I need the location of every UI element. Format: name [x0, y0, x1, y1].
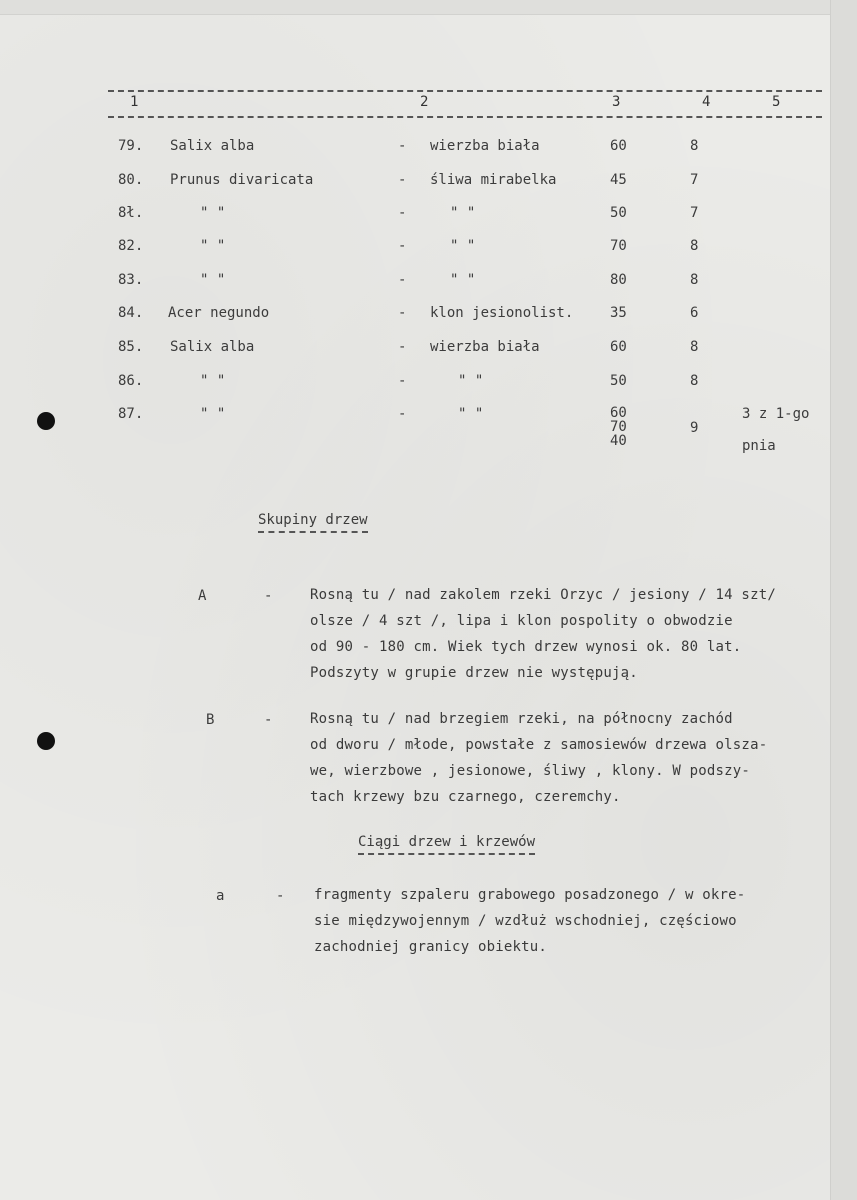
- column-4-value: 8: [690, 373, 699, 389]
- table-header-rule: [108, 116, 822, 118]
- column-header-4: 4: [702, 94, 711, 110]
- row-dash: -: [398, 138, 407, 154]
- column-4-value: 8: [690, 238, 699, 254]
- row-number: 85.: [118, 339, 144, 355]
- group-description: Rosną tu / nad brzegiem rzeki, na północny zachód od dworu / młode, powstałe z samosiewów drzewa olsza- we, wierzbowe , jesionowe, śliwy , klony. W podszy- tach krzewy bzu czarnego, czeremchy.: [310, 711, 768, 805]
- column-3-value: 80: [610, 272, 627, 288]
- group-label: A: [198, 588, 207, 604]
- row-number: 83.: [118, 272, 144, 288]
- latin-name: Salix alba: [170, 138, 255, 154]
- column-4-value: 8: [690, 138, 699, 154]
- column-header-3: 3: [612, 94, 621, 110]
- group-dash: -: [264, 712, 273, 728]
- latin-name: " ": [200, 238, 226, 254]
- column-3-value: 35: [610, 305, 627, 321]
- column-header-2: 2: [420, 94, 429, 110]
- polish-name: " ": [450, 238, 476, 254]
- latin-name: " ": [200, 205, 226, 221]
- page-right-edge: [830, 0, 857, 1200]
- rows-title: Ciągi drzew i krzewów: [358, 834, 535, 855]
- column-3-value: 70: [610, 238, 627, 254]
- polish-name: wierzba biała: [430, 339, 540, 355]
- latin-name: " ": [200, 406, 226, 422]
- column-header-1: 1: [130, 94, 139, 110]
- row-dash: -: [398, 238, 407, 254]
- punch-hole-upper: [37, 412, 55, 430]
- page-top-edge: [0, 0, 857, 15]
- column-3-value: 60 70 40: [610, 405, 627, 449]
- polish-name: " ": [458, 406, 484, 422]
- column-3-value: 60: [610, 339, 627, 355]
- column-4-value: 8: [690, 339, 699, 355]
- polish-name: " ": [450, 272, 476, 288]
- latin-name: " ": [200, 272, 226, 288]
- row-dash: -: [398, 205, 407, 221]
- groups-heading: [258, 512, 368, 528]
- row-dash: -: [398, 339, 407, 355]
- latin-name: Acer negundo: [168, 305, 270, 321]
- column-header-5: 5: [772, 94, 781, 110]
- row-section-label: a: [216, 888, 225, 904]
- column-4-value: 7: [690, 205, 699, 221]
- row-dash: -: [398, 373, 407, 389]
- latin-name: " ": [200, 373, 226, 389]
- column-3-value: 50: [610, 205, 627, 221]
- punch-hole-lower: [37, 732, 55, 750]
- row-number: 87.: [118, 406, 144, 422]
- table-top-rule: [108, 90, 822, 92]
- polish-name: wierzba biała: [430, 138, 540, 154]
- column-4-value: 6: [690, 305, 699, 321]
- latin-name: Salix alba: [170, 339, 255, 355]
- row-number: 86.: [118, 373, 144, 389]
- polish-name: " ": [450, 205, 476, 221]
- column-4-value: 7: [690, 172, 699, 188]
- group-label: B: [206, 712, 215, 728]
- column-4-value: 9: [690, 420, 699, 436]
- row-dash: -: [398, 272, 407, 288]
- polish-name: " ": [458, 373, 484, 389]
- column-3-value: 50: [610, 373, 627, 389]
- row-number: 82.: [118, 238, 144, 254]
- polish-name: klon jesionolist.: [430, 305, 574, 321]
- latin-name: Prunus divaricata: [170, 172, 314, 188]
- row-number: 8ł.: [118, 205, 144, 221]
- column-4-value: 8: [690, 272, 699, 288]
- polish-name: śliwa mirabelka: [430, 172, 557, 188]
- row-number: 80.: [118, 172, 144, 188]
- row-section-dash: -: [276, 888, 285, 904]
- group-dash: -: [264, 588, 273, 604]
- row-number: 84.: [118, 305, 144, 321]
- row-dash: -: [398, 406, 407, 422]
- row-dash: -: [398, 305, 407, 321]
- group-description: Rosną tu / nad zakolem rzeki Orzyc / jesiony / 14 szt/ olsze / 4 szt /, lipa i klon pospolity o obwodzie od 90 - 180 cm. Wiek tych drzew wynosi ok. 80 lat. Podszyty w grupie drzew nie występują.: [310, 587, 776, 681]
- row-number: 79.: [118, 138, 144, 154]
- column-5-note: 3 z 1-go pnia: [742, 406, 810, 454]
- row-section-description: fragmenty szpaleru grabowego posadzonego / w okre- sie międzywojennym / wzdłuż wschodniej, częściowo zachodniej granicy obiektu.: [314, 887, 746, 955]
- rows-heading: [358, 834, 535, 850]
- row-dash: -: [398, 172, 407, 188]
- column-3-value: 45: [610, 172, 627, 188]
- groups-title: Skupiny drzew: [258, 512, 368, 533]
- column-3-value: 60: [610, 138, 627, 154]
